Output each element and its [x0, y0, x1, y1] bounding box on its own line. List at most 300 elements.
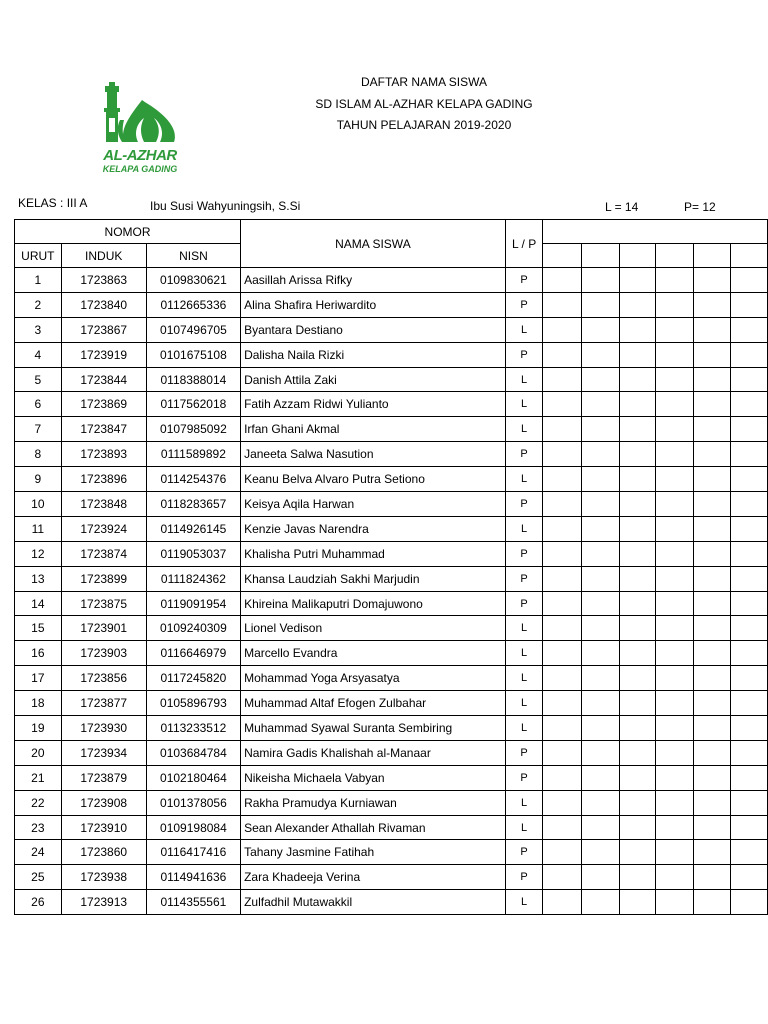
row-gender: L [505, 616, 543, 641]
row-student-name: Dalisha Naila Rizki [241, 342, 506, 367]
blank-cell [655, 442, 693, 467]
row-induk: 1723924 [61, 516, 146, 541]
header-induk: INDUK [61, 244, 146, 268]
table-row [15, 890, 768, 915]
blank-cell [655, 666, 693, 691]
row-nisn: 0101675108 [146, 342, 240, 367]
row-gender: P [505, 566, 543, 591]
row-induk: 1723930 [61, 716, 146, 741]
row-nisn: 0111589892 [146, 442, 240, 467]
blank-cell [619, 268, 655, 293]
row-induk: 1723919 [61, 342, 146, 367]
blank-cell [693, 268, 730, 293]
blank-cell [619, 467, 655, 492]
row-student-name: Janeeta Salwa Nasution [241, 442, 506, 467]
blank-cell [693, 292, 730, 317]
blank-cell [543, 740, 581, 765]
row-induk: 1723896 [61, 467, 146, 492]
count-l: L = 14 [605, 200, 639, 214]
table-row [15, 691, 768, 716]
row-student-name: Zulfadhil Mutawakkil [241, 890, 506, 915]
row-number: 11 [15, 516, 62, 541]
blank-cell [619, 815, 655, 840]
row-student-name: Sean Alexander Athallah Rivaman [241, 815, 506, 840]
blank-cell [619, 616, 655, 641]
table-row [15, 492, 768, 517]
blank-cell [581, 492, 619, 517]
table-row [15, 740, 768, 765]
row-nisn: 0114355561 [146, 890, 240, 915]
row-induk: 1723877 [61, 691, 146, 716]
teacher-name: Ibu Susi Wahyuningsih, S.Si [150, 199, 301, 213]
row-student-name: Kenzie Javas Narendra [241, 516, 506, 541]
row-number: 14 [15, 591, 62, 616]
row-gender: P [505, 840, 543, 865]
row-induk: 1723863 [61, 268, 146, 293]
row-number: 22 [15, 790, 62, 815]
blank-cell [581, 815, 619, 840]
blank-cell [619, 342, 655, 367]
row-induk: 1723910 [61, 815, 146, 840]
row-nisn: 0111824362 [146, 566, 240, 591]
blank-cell [730, 268, 767, 293]
blank-cell [543, 865, 581, 890]
row-nisn: 0118388014 [146, 367, 240, 392]
blank-cell [543, 541, 581, 566]
blank-cell [543, 417, 581, 442]
row-number: 15 [15, 616, 62, 641]
header-blank [543, 220, 768, 244]
row-number: 13 [15, 566, 62, 591]
blank-cell [543, 591, 581, 616]
row-gender: P [505, 268, 543, 293]
blank-cell [730, 467, 767, 492]
blank-cell [730, 840, 767, 865]
blank-cell [543, 292, 581, 317]
blank-cell [693, 591, 730, 616]
blank-cell [730, 317, 767, 342]
row-gender: P [505, 492, 543, 517]
row-nisn: 0117245820 [146, 666, 240, 691]
row-induk: 1723847 [61, 417, 146, 442]
blank-cell [730, 865, 767, 890]
blank-cell [619, 292, 655, 317]
blank-cell [581, 541, 619, 566]
blank-cell [655, 616, 693, 641]
document-title [250, 72, 598, 137]
blank-cell [655, 716, 693, 741]
row-student-name: Namira Gadis Khalishah al-Manaar [241, 740, 506, 765]
blank-cell [730, 292, 767, 317]
row-student-name: Marcello Evandra [241, 641, 506, 666]
title-line-1: DAFTAR NAMA SISWA [360, 75, 487, 89]
row-nisn: 0102180464 [146, 765, 240, 790]
blank-cell [693, 516, 730, 541]
blank-cell [581, 367, 619, 392]
blank-cell [543, 616, 581, 641]
blank-cell [581, 516, 619, 541]
row-nisn: 0103684784 [146, 740, 240, 765]
table-row [15, 467, 768, 492]
row-number: 24 [15, 840, 62, 865]
blank-cell [581, 765, 619, 790]
blank-cell [655, 691, 693, 716]
blank-cell [730, 392, 767, 417]
row-nisn: 0113233512 [146, 716, 240, 741]
blank-cell [693, 541, 730, 566]
row-gender: L [505, 317, 543, 342]
blank-cell [543, 342, 581, 367]
table-row [15, 865, 768, 890]
blank-cell [543, 516, 581, 541]
row-induk: 1723860 [61, 840, 146, 865]
blank-cell [693, 691, 730, 716]
blank-cell [543, 244, 581, 268]
blank-cell [619, 691, 655, 716]
title-line-3: TAHUN PELAJARAN 2019-2020 [336, 118, 512, 132]
row-induk: 1723879 [61, 765, 146, 790]
row-student-name: Irfan Ghani Akmal [241, 417, 506, 442]
row-induk: 1723875 [61, 591, 146, 616]
row-induk: 1723903 [61, 641, 146, 666]
blank-cell [619, 740, 655, 765]
blank-cell [730, 541, 767, 566]
blank-cell [693, 890, 730, 915]
blank-cell [693, 840, 730, 865]
student-table [14, 219, 768, 915]
table-row [15, 641, 768, 666]
row-student-name: Alina Shafira Heriwardito [241, 292, 506, 317]
row-nisn: 0116646979 [146, 641, 240, 666]
table-row [15, 566, 768, 591]
blank-cell [581, 467, 619, 492]
blank-cell [581, 740, 619, 765]
blank-cell [581, 268, 619, 293]
blank-cell [581, 641, 619, 666]
blank-cell [693, 367, 730, 392]
blank-cell [619, 244, 655, 268]
row-student-name: Keanu Belva Alvaro Putra Setiono [241, 467, 506, 492]
row-student-name: Muhammad Syawal Suranta Sembiring [241, 716, 506, 741]
row-induk: 1723899 [61, 566, 146, 591]
row-gender: L [505, 691, 543, 716]
blank-cell [581, 292, 619, 317]
row-gender: L [505, 516, 543, 541]
blank-cell [619, 392, 655, 417]
row-nisn: 0119053037 [146, 541, 240, 566]
logo-text-sub: KELAPA GADING [102, 164, 178, 174]
blank-cell [730, 641, 767, 666]
blank-cell [619, 541, 655, 566]
title-line-2: SD ISLAM AL-AZHAR KELAPA GADING [315, 96, 533, 111]
row-induk: 1723908 [61, 790, 146, 815]
blank-cell [619, 641, 655, 666]
row-student-name: Muhammad Altaf Efogen Zulbahar [241, 691, 506, 716]
table-row [15, 541, 768, 566]
blank-cell [543, 840, 581, 865]
blank-cell [581, 342, 619, 367]
row-induk: 1723934 [61, 740, 146, 765]
row-gender: L [505, 815, 543, 840]
blank-cell [581, 392, 619, 417]
blank-cell [619, 840, 655, 865]
blank-cell [543, 815, 581, 840]
blank-cell [730, 691, 767, 716]
blank-cell [730, 417, 767, 442]
blank-cell [693, 865, 730, 890]
row-student-name: Keisya Aqila Harwan [241, 492, 506, 517]
blank-cell [693, 566, 730, 591]
row-student-name: Zara Khadeeja Verina [241, 865, 506, 890]
class-label: KELAS : III A [18, 196, 88, 210]
blank-cell [581, 840, 619, 865]
header-nomor: NOMOR [15, 220, 241, 244]
row-gender: L [505, 417, 543, 442]
table-row [15, 292, 768, 317]
row-nisn: 0105896793 [146, 691, 240, 716]
row-number: 7 [15, 417, 62, 442]
row-induk: 1723869 [61, 392, 146, 417]
row-number: 6 [15, 392, 62, 417]
row-nisn: 0116417416 [146, 840, 240, 865]
blank-cell [543, 716, 581, 741]
row-number: 26 [15, 890, 62, 915]
row-gender: P [505, 740, 543, 765]
row-gender: L [505, 467, 543, 492]
row-number: 12 [15, 541, 62, 566]
row-number: 16 [15, 641, 62, 666]
row-nisn: 0112665336 [146, 292, 240, 317]
blank-cell [655, 765, 693, 790]
blank-cell [693, 765, 730, 790]
row-gender: P [505, 442, 543, 467]
row-nisn: 0109198084 [146, 815, 240, 840]
blank-cell [730, 666, 767, 691]
blank-cell [693, 616, 730, 641]
blank-cell [619, 591, 655, 616]
table-row [15, 417, 768, 442]
blank-cell [655, 417, 693, 442]
blank-cell [730, 516, 767, 541]
row-gender: L [505, 666, 543, 691]
blank-cell [581, 317, 619, 342]
row-induk: 1723938 [61, 865, 146, 890]
blank-cell [619, 417, 655, 442]
table-row [15, 815, 768, 840]
blank-cell [730, 815, 767, 840]
blank-cell [655, 566, 693, 591]
blank-cell [581, 790, 619, 815]
row-nisn: 0114926145 [146, 516, 240, 541]
row-nisn: 0114254376 [146, 467, 240, 492]
blank-cell [543, 492, 581, 517]
row-induk: 1723867 [61, 317, 146, 342]
blank-cell [543, 566, 581, 591]
row-gender: L [505, 716, 543, 741]
row-nisn: 0119091954 [146, 591, 240, 616]
row-student-name: Byantara Destiano [241, 317, 506, 342]
table-row [15, 268, 768, 293]
row-induk: 1723844 [61, 367, 146, 392]
blank-cell [581, 890, 619, 915]
row-number: 5 [15, 367, 62, 392]
blank-cell [693, 467, 730, 492]
table-row [15, 317, 768, 342]
blank-cell [543, 765, 581, 790]
blank-cell [619, 765, 655, 790]
row-number: 2 [15, 292, 62, 317]
row-student-name: Fatih Azzam Ridwi Yulianto [241, 392, 506, 417]
blank-cell [619, 890, 655, 915]
row-student-name: Nikeisha Michaela Vabyan [241, 765, 506, 790]
blank-cell [581, 716, 619, 741]
blank-cell [581, 865, 619, 890]
blank-cell [655, 890, 693, 915]
blank-cell [619, 317, 655, 342]
row-gender: L [505, 790, 543, 815]
table-row [15, 765, 768, 790]
header-urut: URUT [15, 244, 62, 268]
blank-cell [581, 442, 619, 467]
blank-cell [619, 790, 655, 815]
blank-cell [655, 641, 693, 666]
blank-cell [543, 890, 581, 915]
row-student-name: Danish Attila Zaki [241, 367, 506, 392]
row-number: 20 [15, 740, 62, 765]
table-row [15, 392, 768, 417]
row-gender: P [505, 342, 543, 367]
table-row [15, 790, 768, 815]
row-student-name: Lionel Vedison [241, 616, 506, 641]
blank-cell [655, 367, 693, 392]
row-induk: 1723856 [61, 666, 146, 691]
blank-cell [693, 342, 730, 367]
row-gender: L [505, 367, 543, 392]
table-row [15, 716, 768, 741]
row-gender: L [505, 392, 543, 417]
blank-cell [655, 740, 693, 765]
table-row [15, 442, 768, 467]
row-number: 25 [15, 865, 62, 890]
blank-cell [730, 616, 767, 641]
blank-cell [693, 740, 730, 765]
blank-cell [543, 392, 581, 417]
blank-cell [619, 442, 655, 467]
blank-cell [693, 492, 730, 517]
row-student-name: Khansa Laudziah Sakhi Marjudin [241, 566, 506, 591]
blank-cell [619, 865, 655, 890]
row-number: 23 [15, 815, 62, 840]
blank-cell [730, 244, 767, 268]
row-nisn: 0101378056 [146, 790, 240, 815]
blank-cell [619, 367, 655, 392]
student-rows [15, 268, 768, 915]
row-student-name: Tahany Jasmine Fatihah [241, 840, 506, 865]
row-student-name: Khalisha Putri Muhammad [241, 541, 506, 566]
blank-cell [693, 716, 730, 741]
blank-cell [655, 815, 693, 840]
blank-cell [730, 790, 767, 815]
table-row [15, 342, 768, 367]
logo-text-main: AL-AZHAR [103, 147, 177, 164]
row-gender: P [505, 591, 543, 616]
blank-cell [730, 342, 767, 367]
blank-cell [655, 516, 693, 541]
blank-cell [581, 616, 619, 641]
blank-cell [619, 566, 655, 591]
blank-cell [693, 317, 730, 342]
blank-cell [543, 467, 581, 492]
blank-cell [543, 641, 581, 666]
school-logo [98, 78, 182, 178]
blank-cell [655, 541, 693, 566]
table-row [15, 516, 768, 541]
row-number: 19 [15, 716, 62, 741]
blank-cell [581, 244, 619, 268]
row-induk: 1723893 [61, 442, 146, 467]
blank-cell [730, 890, 767, 915]
row-induk: 1723840 [61, 292, 146, 317]
row-nisn: 0109830621 [146, 268, 240, 293]
row-gender: P [505, 765, 543, 790]
row-student-name: Aasillah Arissa Rifky [241, 268, 506, 293]
blank-cell [543, 691, 581, 716]
row-nisn: 0107985092 [146, 417, 240, 442]
table-row [15, 666, 768, 691]
row-nisn: 0109240309 [146, 616, 240, 641]
blank-cell [619, 516, 655, 541]
blank-cell [730, 765, 767, 790]
blank-cell [619, 492, 655, 517]
blank-cell [581, 566, 619, 591]
blank-cell [693, 392, 730, 417]
count-p: P= 12 [684, 200, 716, 214]
blank-cell [619, 716, 655, 741]
row-gender: L [505, 890, 543, 915]
blank-cell [730, 566, 767, 591]
blank-cell [655, 865, 693, 890]
table-row [15, 591, 768, 616]
blank-cell [693, 641, 730, 666]
header-nama: NAMA SISWA [241, 220, 506, 268]
row-gender: P [505, 865, 543, 890]
blank-cell [655, 492, 693, 517]
row-gender: P [505, 541, 543, 566]
blank-cell [730, 442, 767, 467]
row-student-name: Rakha Pramudya Kurniawan [241, 790, 506, 815]
row-number: 4 [15, 342, 62, 367]
row-induk: 1723913 [61, 890, 146, 915]
blank-cell [543, 367, 581, 392]
blank-cell [655, 591, 693, 616]
row-induk: 1723874 [61, 541, 146, 566]
blank-cell [543, 442, 581, 467]
blank-cell [730, 492, 767, 517]
blank-cell [693, 666, 730, 691]
row-number: 21 [15, 765, 62, 790]
row-number: 17 [15, 666, 62, 691]
row-number: 18 [15, 691, 62, 716]
row-nisn: 0117562018 [146, 392, 240, 417]
blank-cell [655, 292, 693, 317]
row-number: 8 [15, 442, 62, 467]
row-nisn: 0107496705 [146, 317, 240, 342]
blank-cell [655, 790, 693, 815]
blank-cell [543, 268, 581, 293]
blank-cell [655, 244, 693, 268]
row-student-name: Mohammad Yoga Arsyasatya [241, 666, 506, 691]
blank-cell [693, 244, 730, 268]
